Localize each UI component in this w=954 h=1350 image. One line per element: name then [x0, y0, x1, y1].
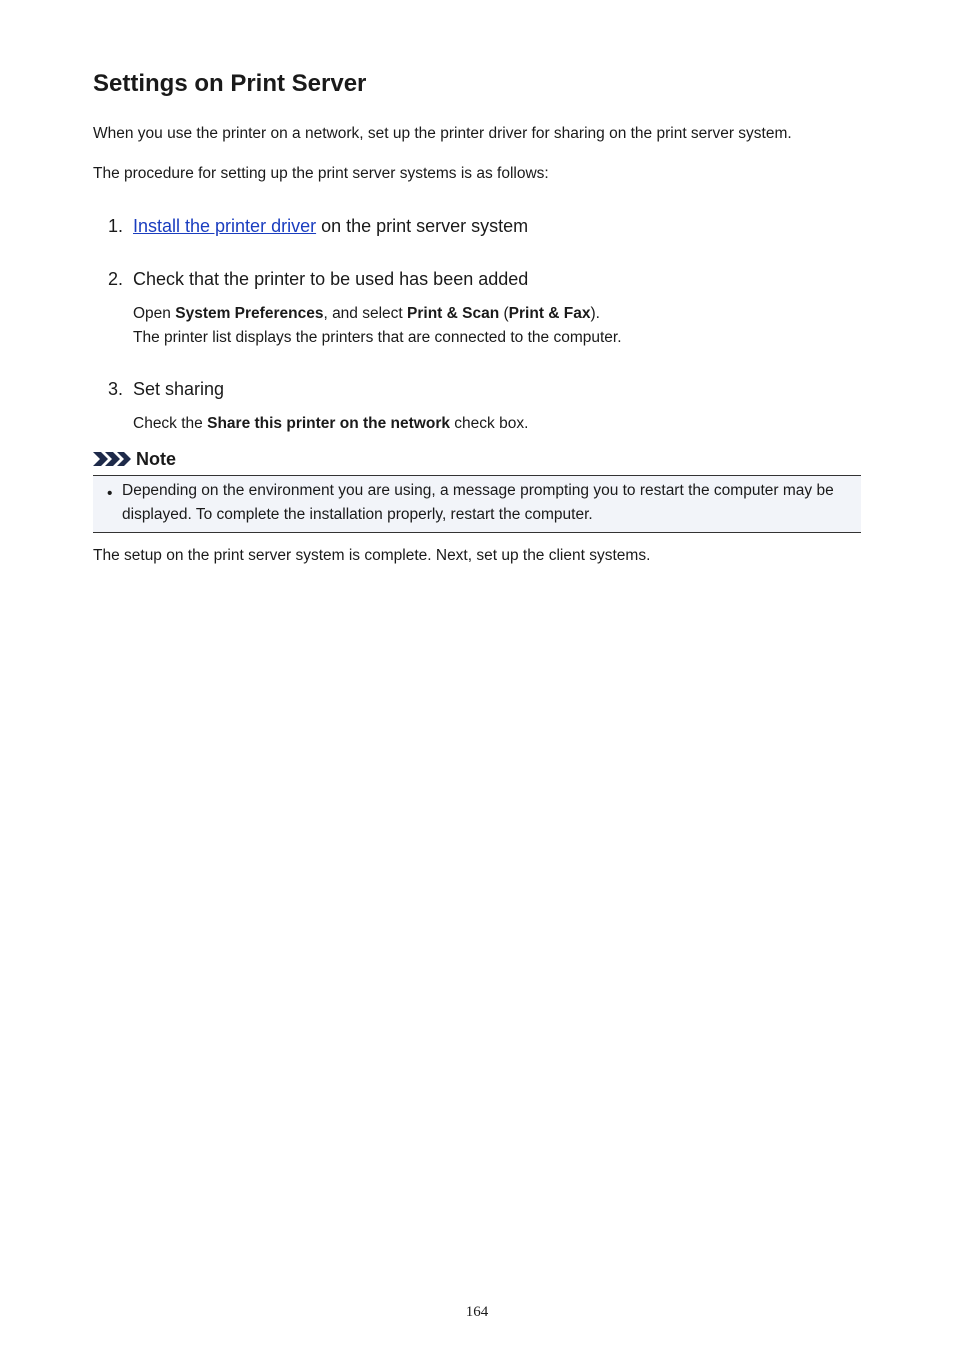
print-scan-term: Print & Scan — [407, 305, 500, 322]
print-fax-term: Print & Fax — [508, 305, 591, 322]
detail-text: ( — [499, 305, 509, 322]
note-box — [93, 475, 861, 533]
detail-text: Open — [133, 305, 176, 322]
system-preferences-term: System Preferences — [175, 305, 324, 322]
page-number: 164 — [465, 1304, 489, 1320]
detail-text: , and select — [323, 305, 408, 322]
step-detail — [133, 302, 622, 350]
conclusion-paragraph: The setup on the print server system is complete. Next, set up the client systems. — [93, 547, 651, 564]
detail-text: Check the — [133, 415, 208, 432]
note-heading — [93, 447, 176, 471]
step-text — [133, 215, 528, 237]
step-detail — [133, 412, 528, 436]
step-number: 1. — [108, 216, 124, 236]
step-text: Check that the printer to be used has been added — [133, 269, 529, 289]
note-arrows-icon — [93, 450, 133, 468]
procedure-paragraph: The procedure for setting up the print server systems is as follows: — [93, 165, 549, 182]
step-detail-line: The printer list displays the printers that are connected to the computer. — [133, 329, 622, 346]
note-item: Depending on the environment you are using, a message prompting you to restart the computer may be displayed. To complete the installation properly, restart the computer. — [122, 482, 834, 523]
step-text-suffix: on the print server system — [316, 216, 529, 236]
bullet-marker: • — [107, 485, 113, 502]
step-detail-line — [133, 302, 622, 326]
share-printer-term: Share this printer on the network — [207, 415, 450, 432]
step-text: Set sharing — [133, 379, 225, 399]
page-title: Settings on Print Server — [93, 70, 367, 97]
note-label: Note — [136, 448, 176, 469]
intro-paragraph: When you use the printer on a network, set up the printer driver for sharing on the print server system. — [93, 125, 792, 142]
detail-text: ). — [590, 305, 600, 322]
detail-text: check box. — [449, 415, 529, 432]
step-number: 2. — [108, 269, 124, 289]
step-number: 3. — [108, 379, 124, 399]
install-printer-driver-link[interactable]: Install the printer driver — [133, 216, 317, 236]
